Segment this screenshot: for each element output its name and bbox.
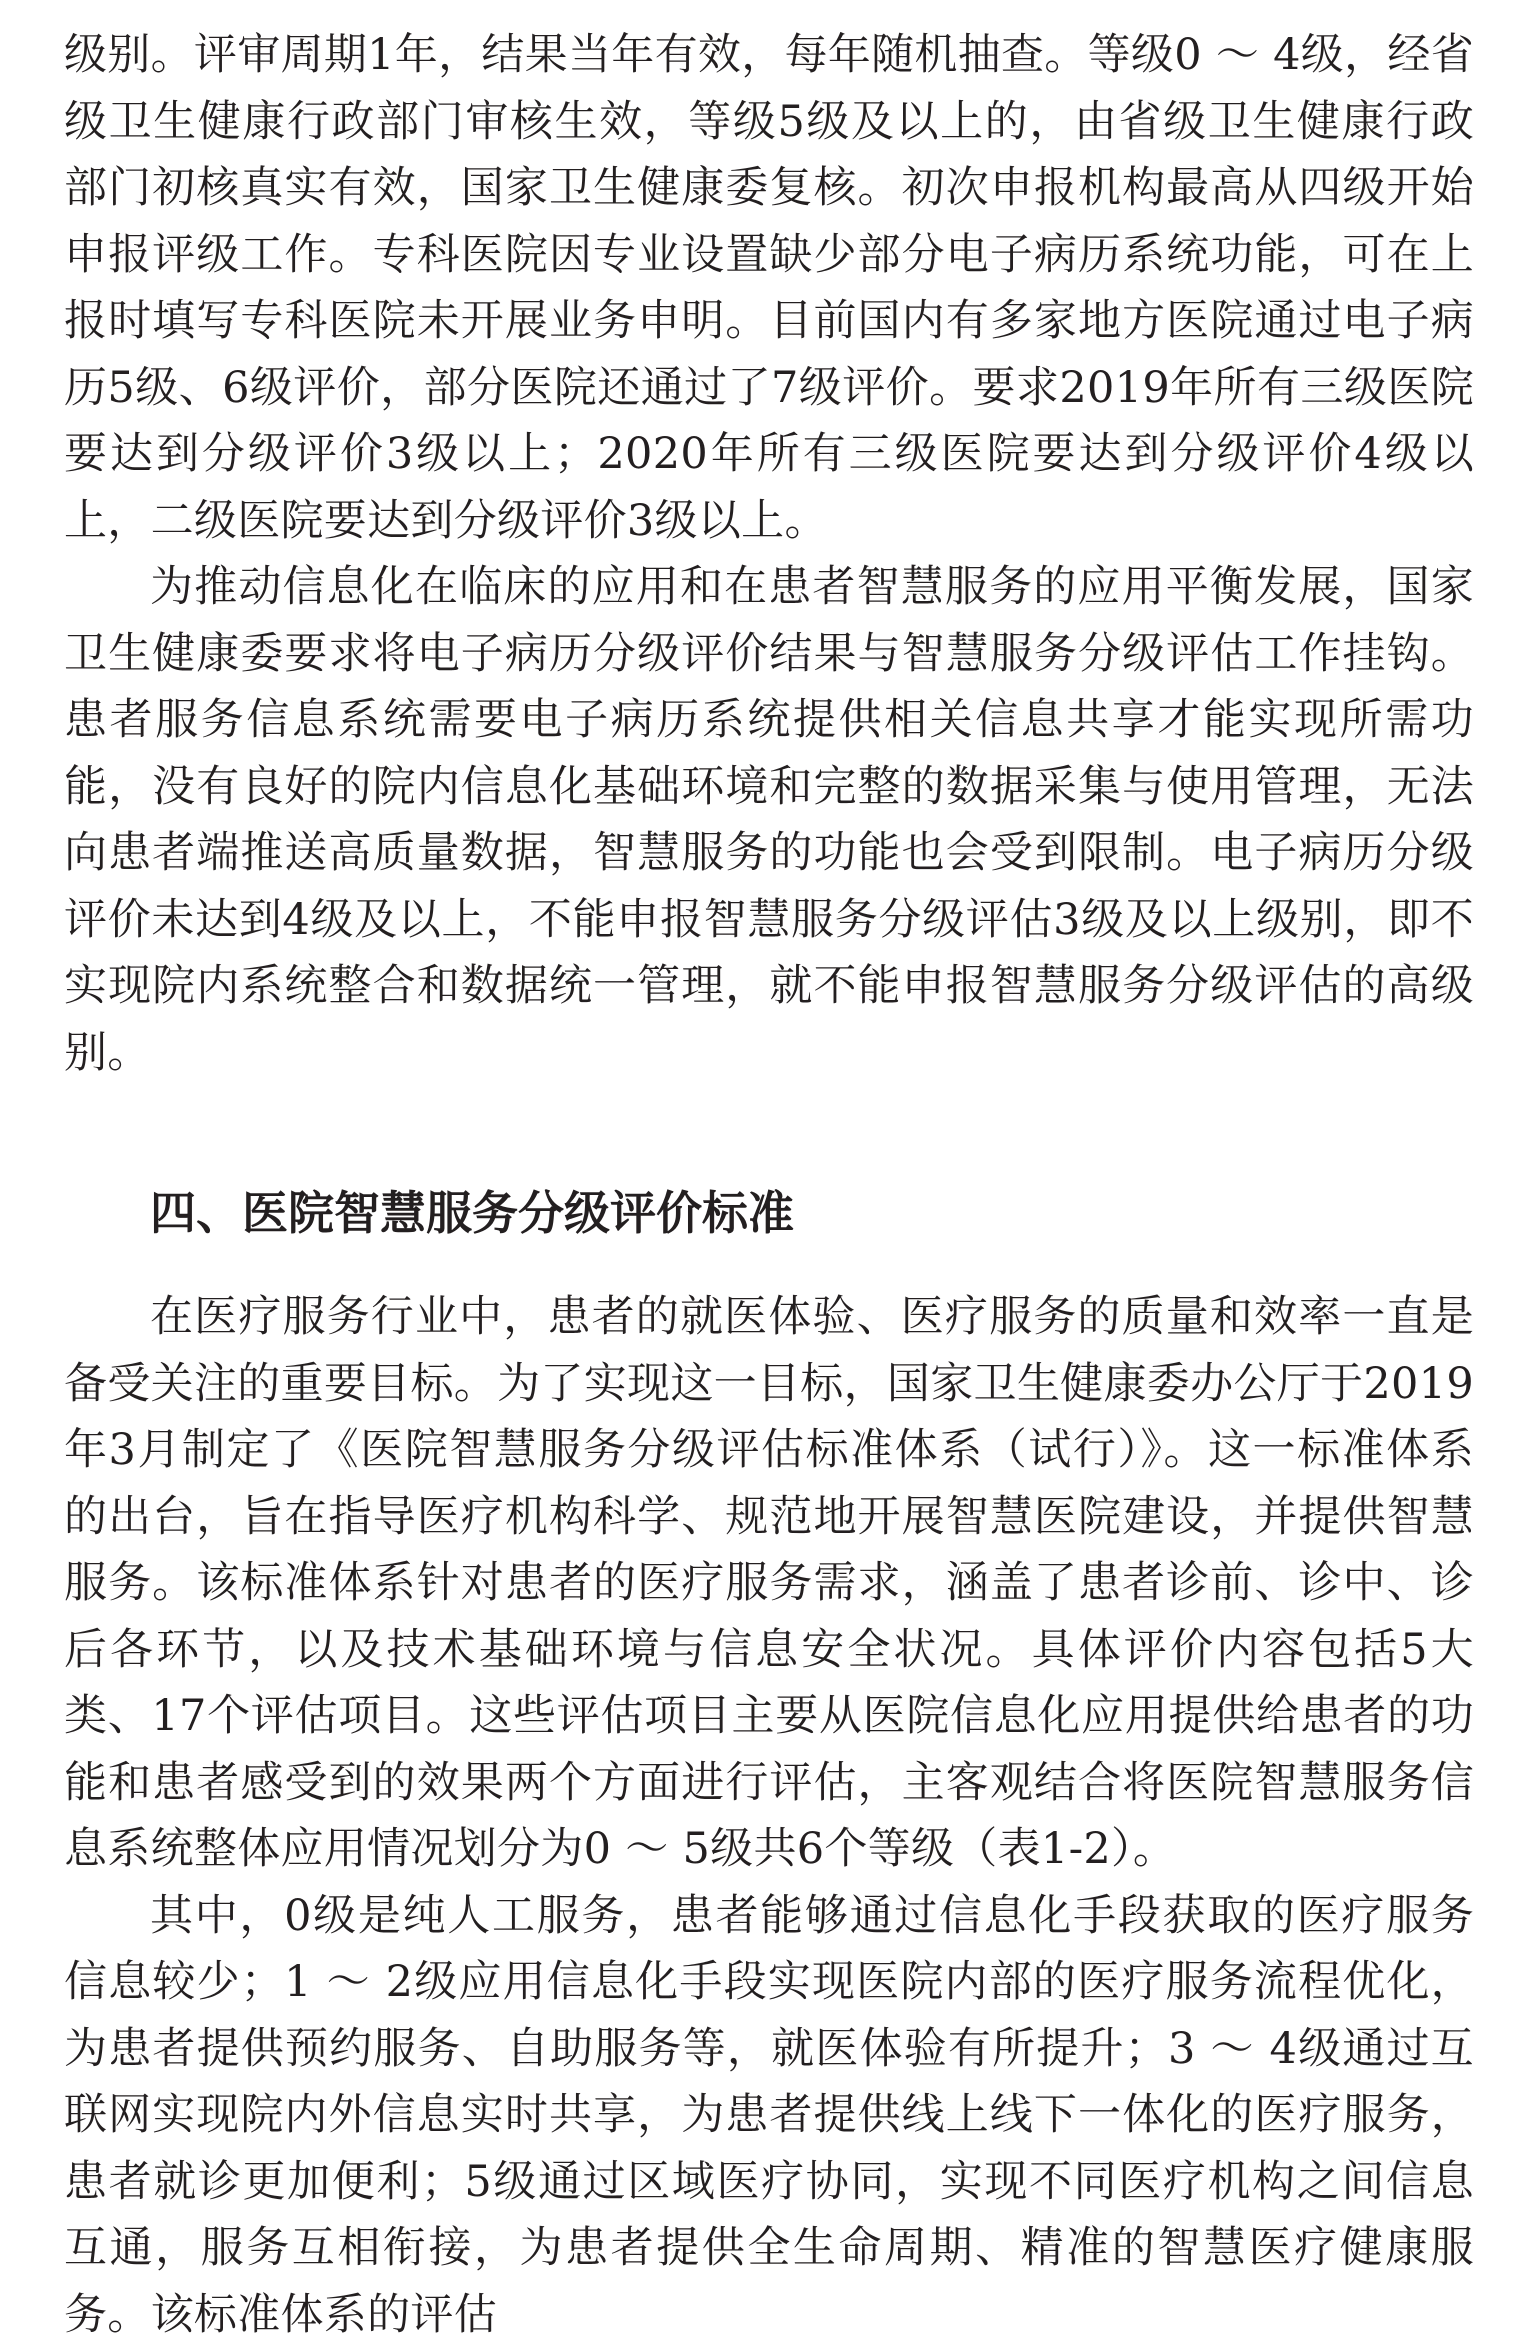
section-spacer bbox=[64, 1086, 1474, 1180]
heading-spacer bbox=[64, 1258, 1474, 1284]
section-heading: 四、医院智慧服务分级评价标准 bbox=[64, 1180, 1474, 1258]
paragraph-emr-linkage: 为推动信息化在临床的应用和在患者智慧服务的应用平衡发展，国家卫生健康委要求将电子病历分级评价结果与智慧服务分级评估工作挂钩。患者服务信息系统需要电子病历系统提供相关信息共享才能实现所需功能，没有良好的院内信息化基础环境和完整的数据采集与使用管理，无法向患者端推送高质量数据，智慧服务的功能也会受到限制。电子病历分级评价未达到4级及以上，不能申报智慧服务分级评估3级及以上级别，即不实现院内系统整合和数据统一管理，就不能申报智慧服务分级评估的高级别。 bbox=[64, 554, 1474, 1086]
paragraph-level-descriptions: 其中，0级是纯人工服务，患者能够通过信息化手段获取的医疗服务信息较少；1 ～ 2级应用信息化手段实现医院内部的医疗服务流程优化，为患者提供预约服务、自助服务等，就医体验有所提升；3 ～ 4级通过互联网实现院内外信息实时共享，为患者提供线上线下一体化的医疗服务，患者就诊更加便利；5级通过区域医疗协同，实现不同医疗机构之间信息互通，服务互相衔接，为患者提供全生命周期、精准的智慧医疗健康服务。该标准体系的评估 bbox=[64, 1883, 1474, 2348]
paragraph-standard-system: 在医疗服务行业中，患者的就医体验、医疗服务的质量和效率一直是备受关注的重要目标。为了实现这一目标，国家卫生健康委办公厅于2019年3月制定了《医院智慧服务分级评估标准体系（试行）》。这一标准体系的出台，旨在指导医疗机构科学、规范地开展智慧医院建设，并提供智慧服务。该标准体系针对患者的医疗服务需求，涵盖了患者诊前、诊中、诊后各环节，以及技术基础环境与信息安全状况。具体评价内容包括5大类、17个评估项目。这些评估项目主要从医院信息化应用提供给患者的功能和患者感受到的效果两个方面进行评估，主客观结合将医院智慧服务信息系统整体应用情况划分为0 ～ 5级共6个等级（表1-2）。 bbox=[64, 1284, 1474, 1883]
paragraph-evaluation-levels: 级别。评审周期1年，结果当年有效，每年随机抽查。等级0 ～ 4级，经省级卫生健康行政部门审核生效，等级5级及以上的，由省级卫生健康行政部门初核真实有效，国家卫生健康委复核。初次申报机构最高从四级开始申报评级工作。专科医院因专业设置缺少部分电子病历系统功能，可在上报时填写专科医院未开展业务申明。目前国内有多家地方医院通过电子病历5级、6级评价，部分医院还通过了7级评价。要求2019年所有三级医院要达到分级评价3级以上；2020年所有三级医院要达到分级评价4级以上，二级医院要达到分级评价3级以上。 bbox=[64, 22, 1474, 554]
